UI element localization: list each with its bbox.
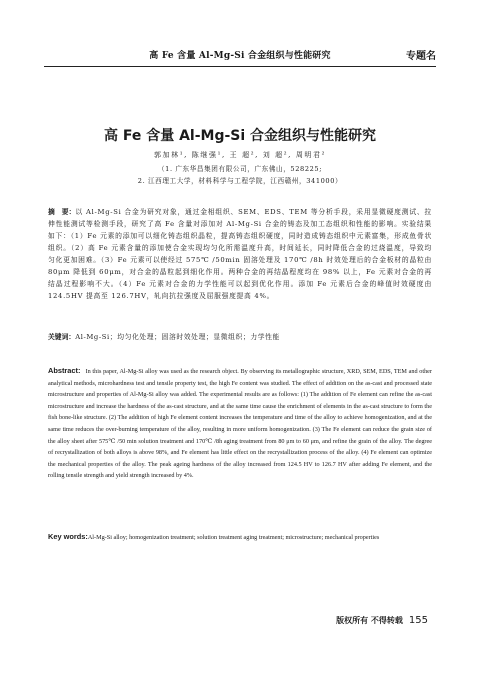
chinese-keywords — [48, 331, 432, 343]
column-name: 专题名 — [406, 51, 436, 62]
english-keywords-label: Key words: — [48, 532, 88, 541]
running-title: 高 Fe 含量 Al-Mg-Si 合金组织与性能研究 — [149, 51, 331, 61]
page-number: 155 — [408, 615, 428, 626]
chinese-abstract-text: 以 Al-Mg-Si 合金为研究对象，通过金相组织、SEM、EDS、TEM 等分析手段，采用显微硬度测试、拉伸性能测试等检测手段，研究了高 Fe 含量对添加对 Al-Mg-Si 合金的铸态及加工态组织和性能的影响。实验结果如下：（1）Fe 元素的添加可以细化铸态组织晶粒，提高铸态组织硬度，同时造成铸态组织中元素富集，形成鱼骨状组织。（2）高 Fe 元素含量的添加使合金实现均匀化所需温度升高，时间延长，同时降低合金的过烧温度，导致均匀化更加困难。（3）Fe 元素可以使经过 575℃ /50min 固溶处理及 170℃ /8h 时效处理后的合金板材的晶粒由 80μm 降低到 60μm，对合金的晶粒起到细化作用。两种合金的再结晶程度均在 98% 以上，Fe 元素对合金的再结晶过程影响不大。（4）Fe 元素对合金的力学性能可以起到优化作用。添加 Fe 元素后合金的峰值时效硬度由 124.5HV 提高至 126.7HV，轧向抗拉强度及屈服强度提高 4%。 — [48, 208, 433, 300]
english-abstract — [48, 365, 432, 482]
english-abstract-text: In this paper, Al-Mg-Si alloy was used as the research object. By observing its metallographic structure, XRD, SEM, EDS, TEM and other analytical methods, microhardness test and tensile property test, the high Fe content was studied. The effect of addition on the as-cast and processed state microstructure and properties of Al-Mg-Si alloy was added. The experimental results are as follows: (1) The addition of Fe element can refine the as-cast microstructure and increase the hardness of the as-cast structure, and at the same time cause the enrichment of elements in the as-cast structure to form the fish bone-like structure. (2) The addition of high Fe element content increases the temperature and time of the alloy to achieve homogenization, and at the same time reduces the over-burning temperature of the alloy, resulting in more uniform homogenization. (3) The Fe element can reduce the grain size of the alloy sheet after 575℃ /50 min solution treatment and 170℃ /8h aging treatment from 80 μm to 60 μm, and refine the grain of the alloy. The degree of recrystallization of both alloys is above 98%, and Fe element has little effect on the recrystallization process of the alloy. (4) Fe element can optimize the mechanical properties of the alloy. The peak ageing hardness of the alloy increased from 124.5 HV to 126.7 HV after adding Fe element, and the rolling tensile strength and yield strength increased by 4%. — [48, 368, 432, 480]
copyright-notice: 版权所有 不得转载 — [336, 615, 403, 625]
chinese-abstract — [48, 206, 432, 302]
affiliation-1: （1. 广东华昌集团有限公司，广东佛山，528225; — [157, 165, 323, 173]
english-keywords — [48, 531, 432, 544]
chinese-keywords-text: Al-Mg-Si；均匀化处理；固溶时效处理；显微组织；力学性能 — [75, 333, 280, 341]
english-keywords-text: Al-Mg-Si alloy; homogenization treatment; solution treatment aging treatment; microstructure; mechanical properties — [87, 534, 380, 541]
author-list: 郭加林¹, 陈继强¹, 王 超², 刘 超², 周明君² — [153, 151, 327, 159]
english-abstract-label: Abstract: — [48, 366, 81, 375]
affiliation-2: 2. 江西理工大学，材料科学与工程学院，江西赣州，341000） — [137, 177, 343, 185]
chinese-abstract-label: 摘 要： — [48, 208, 76, 216]
running-header — [44, 46, 436, 67]
chinese-keywords-label: 关键词： — [48, 333, 76, 341]
article-title: 高 Fe 含量 Al-Mg-Si 合金组织与性能研究 — [103, 128, 377, 144]
page-footer — [336, 615, 428, 626]
